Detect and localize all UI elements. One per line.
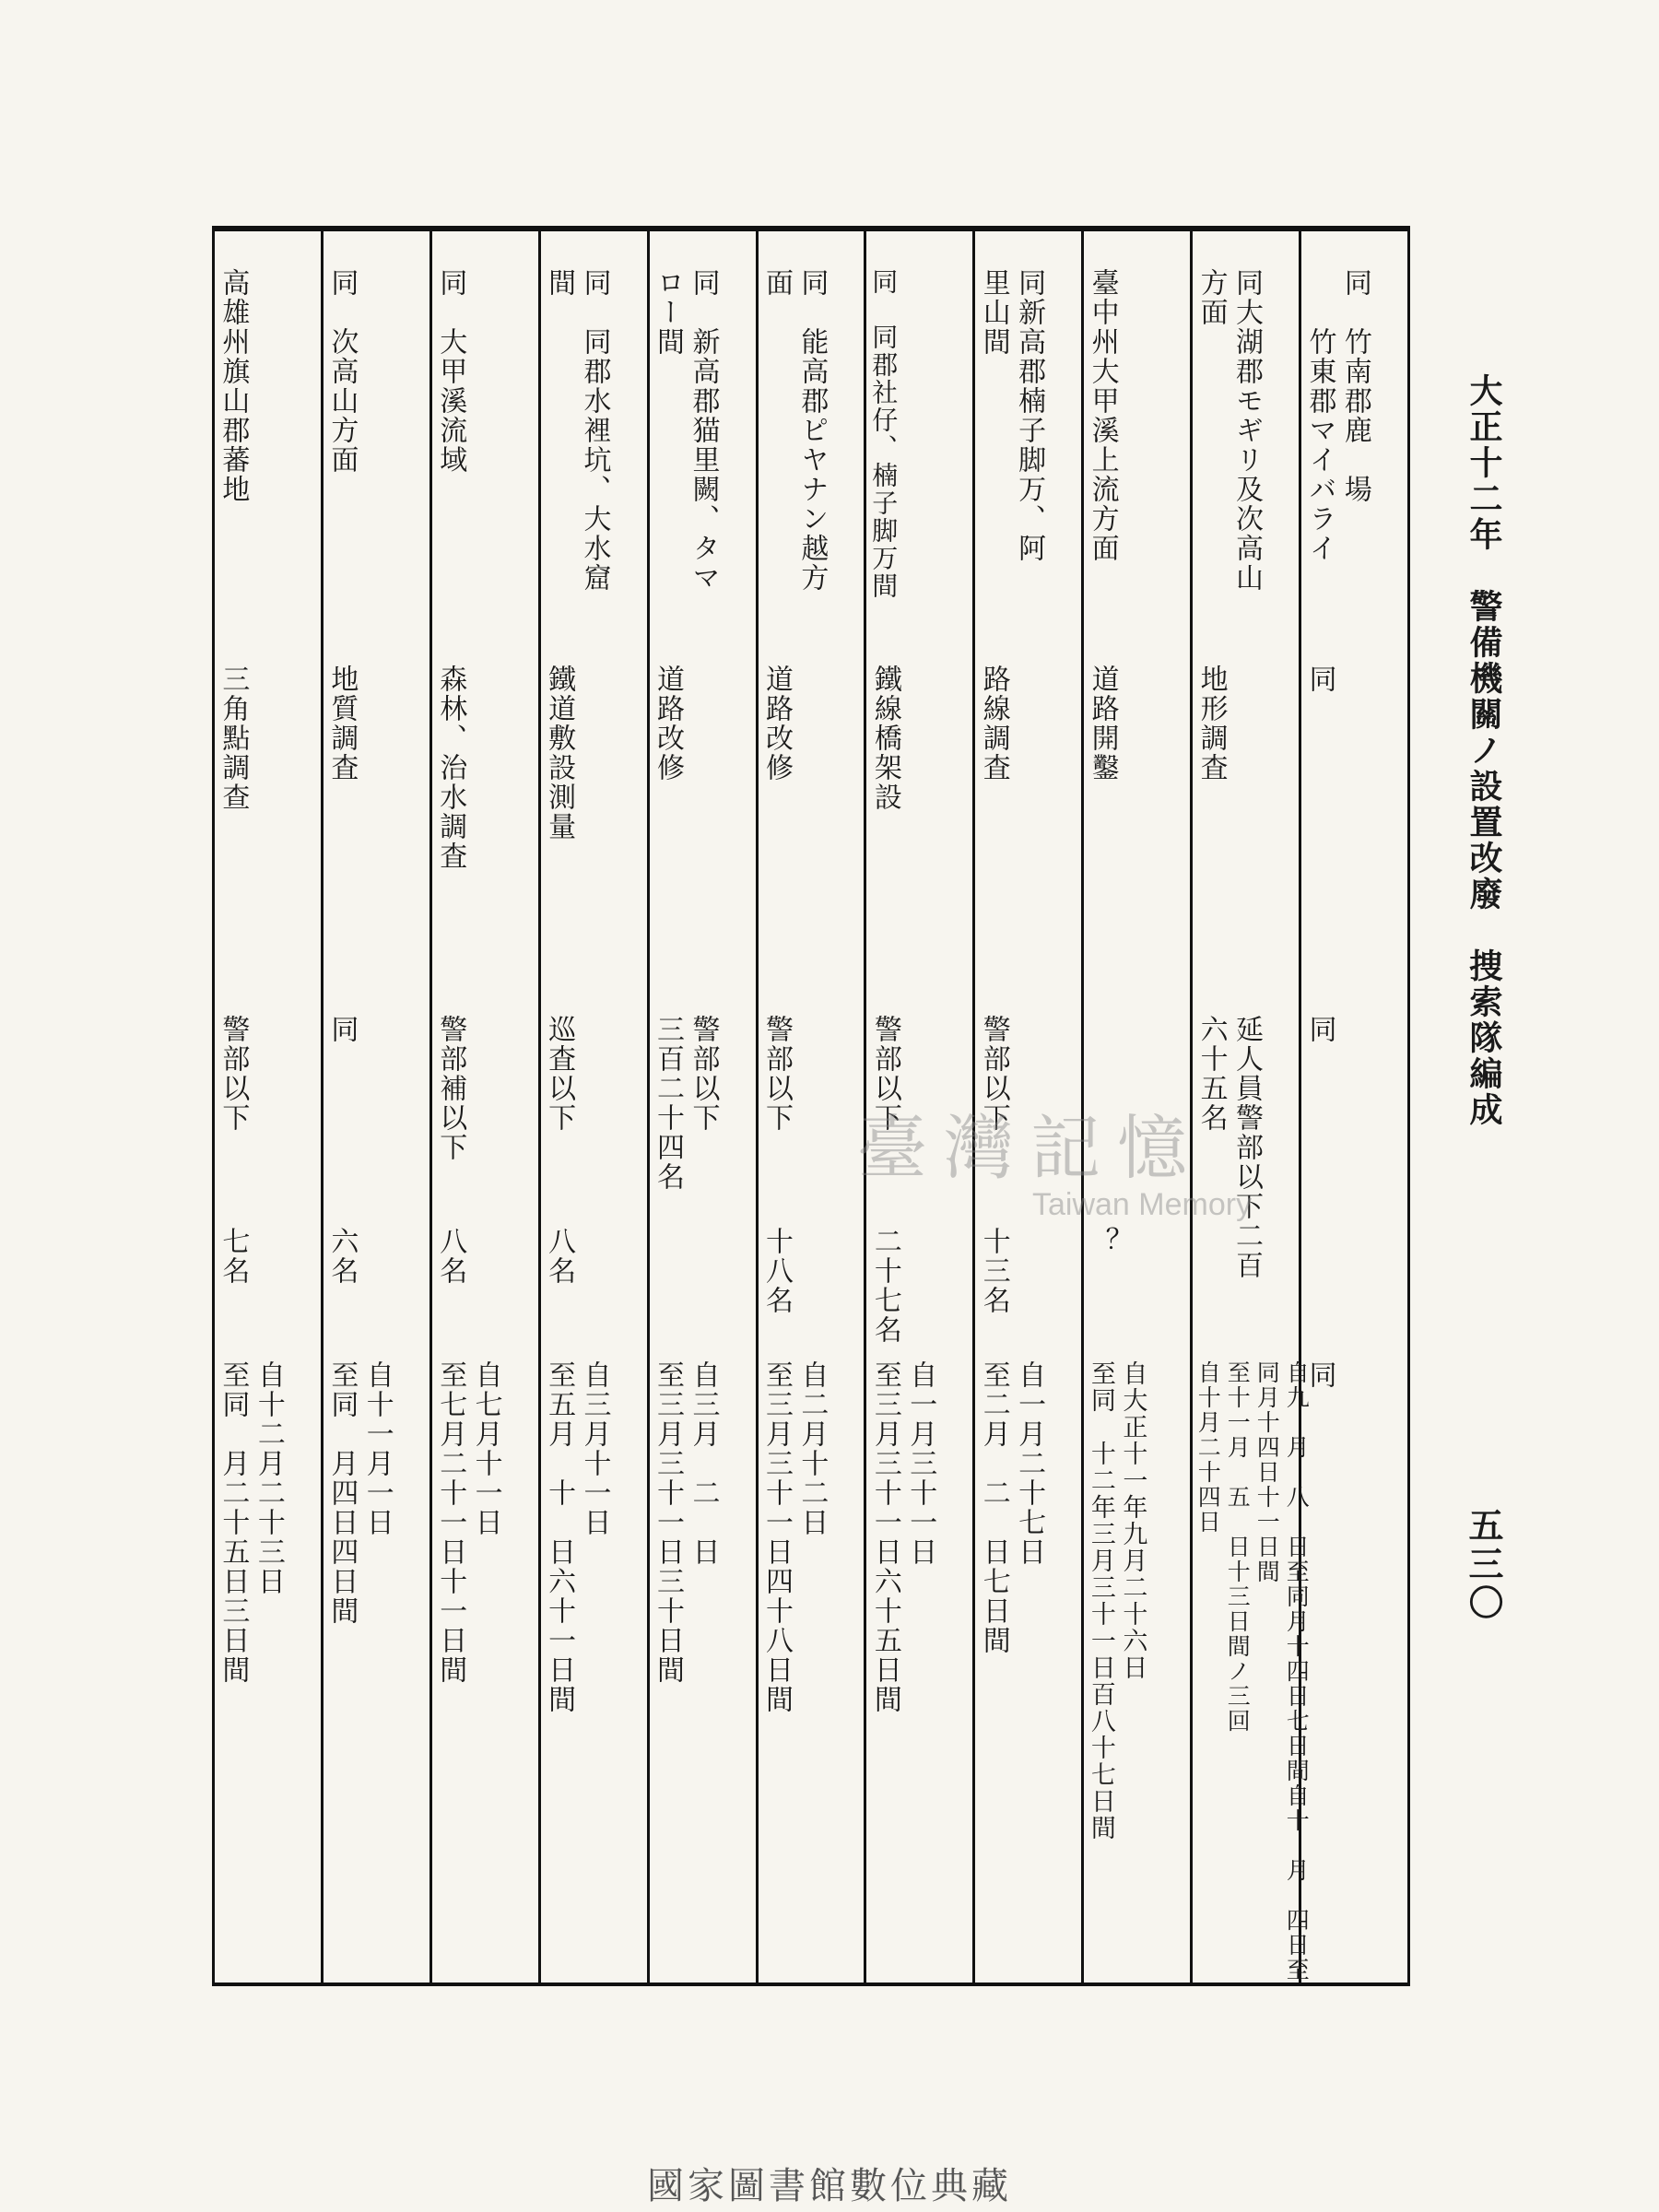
row-staff: 警部以下 xyxy=(217,1015,250,1133)
row-task: 地質調査 xyxy=(325,665,359,782)
table-row xyxy=(321,231,429,1983)
watermark xyxy=(857,1092,1300,1221)
row-task: 鐵線橋架設 xyxy=(868,665,901,812)
row-staff: 同 xyxy=(1303,1015,1336,1044)
row-location: 同 同郡社仔、楠子脚万間 xyxy=(868,268,900,600)
table-row xyxy=(215,231,321,1983)
row-staff: 巡査以下 xyxy=(543,1015,576,1133)
table-row xyxy=(1299,231,1407,1983)
row-period: 自大正十一年九月二十六日 至同 十二年三月三十一日百八十七日間 xyxy=(1086,1360,1147,1841)
row-location: 同 新高郡猫里闕、タマ ロー間 xyxy=(652,268,720,593)
table-row xyxy=(756,231,865,1983)
row-staff: 警部以下 xyxy=(759,1015,793,1133)
row-count: 二十七名 xyxy=(868,1227,901,1345)
row-task: 路線調査 xyxy=(977,665,1010,782)
row-staff: 警部補以下 xyxy=(434,1015,467,1162)
page-header: 大正十二年 警備機關ノ設置改廢 捜索隊編成 xyxy=(1465,373,1503,1128)
row-staff: 延人員警部以下二百 六十五名 xyxy=(1194,1015,1263,1280)
row-task: 道路開鑿 xyxy=(1086,665,1119,782)
row-period: 自七月十一日 至七月二十一日十一日間 xyxy=(434,1360,502,1685)
row-task: 道路改修 xyxy=(759,665,793,782)
row-staff: 警部以下 三百二十四名 xyxy=(652,1015,720,1192)
row-period: 自十一月一日 至同 月四日四日間 xyxy=(325,1360,394,1626)
row-staff: 同 xyxy=(325,1015,359,1044)
row-count: 六名 xyxy=(325,1227,359,1286)
row-task: 同 xyxy=(1303,665,1336,694)
row-period: 同 xyxy=(1303,1360,1336,1390)
watermark-text: 臺灣記憶 xyxy=(857,1107,1204,1189)
row-count: 八名 xyxy=(434,1227,467,1286)
table-row xyxy=(538,231,647,1983)
row-task: 鐵道敷設測量 xyxy=(543,665,576,841)
row-period: 自九 月 八 日至同月十四日七日間自十 月 四日至同月十四日十一日間 至十一月 五 日十三日間ノ三回 自十月二十四日 xyxy=(1194,1360,1311,1983)
row-task: 三角點調查 xyxy=(217,665,250,812)
row-period: 自十二月二十三日 至同 月二十五日三日間 xyxy=(217,1360,285,1685)
watermark-subtext: Taiwan Memory xyxy=(1032,1187,1253,1222)
row-count: 七名 xyxy=(217,1227,250,1286)
row-location: 同 大甲溪流域 xyxy=(434,268,467,475)
row-location: 同 竹南郡鹿 場 竹東郡マイバライ xyxy=(1303,268,1371,563)
row-location: 高雄州旗山郡蕃地 xyxy=(217,268,250,504)
row-task: 森林、治水調査 xyxy=(434,665,467,871)
row-period: 自三月十一日 至五月 十 日六十一日間 xyxy=(543,1360,611,1714)
row-count: 十八名 xyxy=(759,1227,793,1315)
row-period: 自二月十二日 至三月三十一日四十八日間 xyxy=(759,1360,829,1714)
row-period: 自一月二十七日 至二月 二 日七日間 xyxy=(977,1360,1046,1655)
row-count: ？ xyxy=(1086,1227,1119,1256)
row-location: 同 同郡水裡坑、大水窟 間 xyxy=(543,268,611,593)
row-location: 同 次高山方面 xyxy=(325,268,359,475)
row-count: 八名 xyxy=(543,1227,576,1286)
row-count: 十三名 xyxy=(977,1227,1010,1315)
table-row xyxy=(429,231,538,1983)
row-task: 地形調査 xyxy=(1194,665,1228,782)
row-task: 道路改修 xyxy=(652,665,685,782)
page-number: 五三〇 xyxy=(1463,1507,1504,1623)
row-location: 同新高郡楠子脚万、阿 里山間 xyxy=(977,268,1046,563)
row-location: 同 能高郡ピヤナン越方 面 xyxy=(759,268,829,593)
table-row xyxy=(647,231,756,1983)
row-location: 同大湖郡モギリ及次高山 方面 xyxy=(1194,268,1263,593)
footer-credit: 國家圖書館數位典藏 xyxy=(647,2165,1012,2207)
row-staff: 警部以下 xyxy=(868,1015,901,1133)
row-location: 臺中州大甲溪上流方面 xyxy=(1086,268,1119,563)
row-period: 自一月三十一日 至三月三十一日六十五日間 xyxy=(868,1360,937,1714)
row-staff: 警部以下 xyxy=(977,1015,1010,1133)
row-period: 自三月 二 日 至三月三十一日三十日間 xyxy=(652,1360,720,1685)
